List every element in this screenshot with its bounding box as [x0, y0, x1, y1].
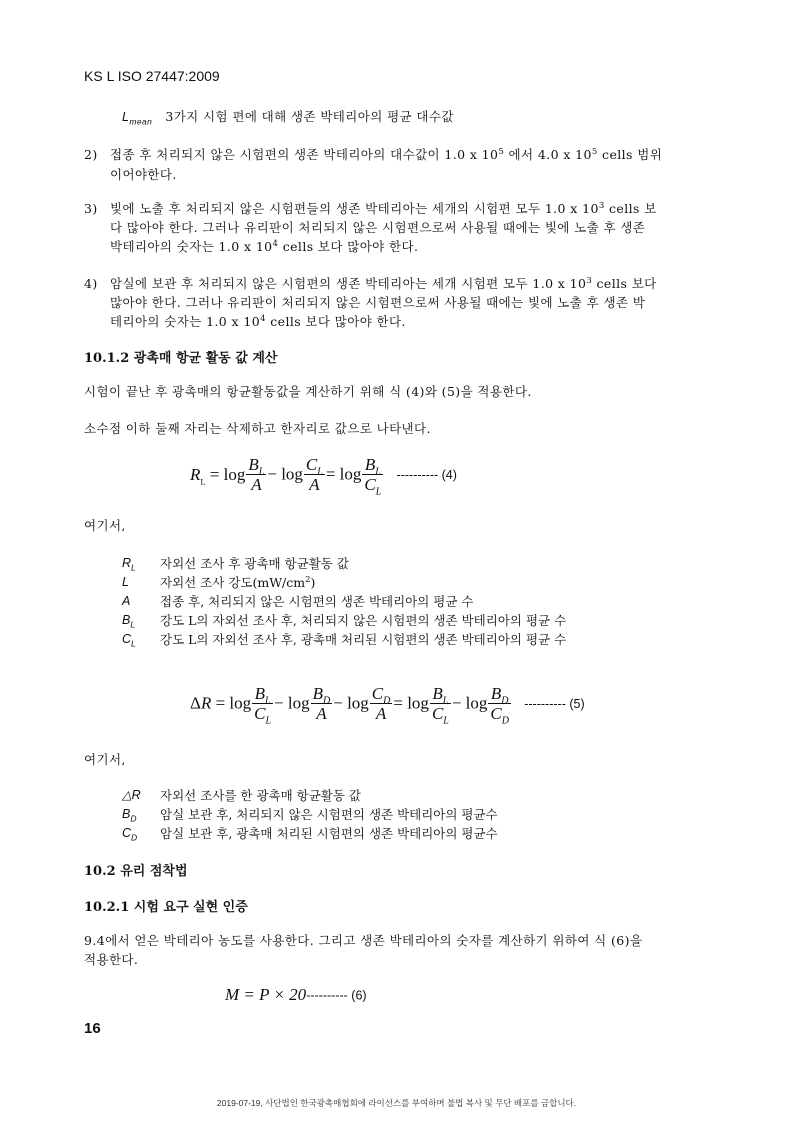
- list-item-line: 이어야한다.: [110, 167, 177, 182]
- paragraph: 적용한다.: [84, 952, 139, 967]
- page-number: 16: [84, 1020, 101, 1037]
- where-label: 여기서,: [84, 752, 126, 767]
- list-item-line: 암실에 보관 후 처리되지 않은 시험편의 생존 박테리아는 세개 시험편 모두 1.0 x $10^3$ cells 보다: [110, 275, 657, 291]
- list-item-line: 다 많아야 한다. 그러나 유리판이 처리되지 않은 시험편으로써 사용될 때에는 빛에 노출 후 생존: [110, 220, 646, 235]
- paragraph: 9.4에서 얻은 박테리아 농도를 사용한다. 그리고 생존 박테리아의 숫자를 계산하기 위하여 식 (6)을: [84, 933, 643, 948]
- list-item-line: 박테리아의 숫자는 1.0 x $10^4$ cells 보다 많아야 한다.: [110, 238, 419, 254]
- list-item-number: 2): [84, 147, 98, 162]
- section-heading-10-1-2: 10.1.2 광촉매 항균 활동 값 계산: [84, 351, 278, 366]
- list-item-line: 접종 후 처리되지 않은 시험편의 생존 박테리아의 대수값이 1.0 x $10^5$ 에서 4.0 x $10^5$ cells 범위: [110, 146, 663, 162]
- equation-5: ΔR = log $\frac{B_L}{C_L}$ − log $\frac{B_D}{A}$ − log $\frac{C_D}{A}$ = log $\frac{B_L}{C_L}$ − log $\frac{B_D}{C_D}$ ---------- (5): [190, 684, 585, 727]
- where-label: 여기서,: [84, 518, 126, 533]
- license-footer: 2019-07-19, 사단법인 한국광촉매협회에 라이선스를 부여하며 불법 복사 및 무단 배포를 금합니다.: [216, 1098, 577, 1108]
- lmean-symbol: $L_{mean}$: [122, 110, 153, 127]
- equation-number: ---------- (6): [306, 988, 367, 1003]
- section-heading-10-2-1: 10.2.1 시험 요구 실현 인증: [84, 900, 248, 915]
- lmean-description: 3가지 시험 편에 대해 생존 박테리아의 평균 대수값: [165, 109, 454, 124]
- lmean-definition: [122, 108, 454, 126]
- equation-4: $R_L = \log$ $\frac{B_L}{A}$ − log $\frac{C_L}{A}$ = log $\frac{B_L}{C_L}$ ---------- (4): [190, 455, 457, 498]
- section-heading-10-2: 10.2 유리 점착법: [84, 864, 188, 879]
- list-item-line: 빛에 노출 후 처리되지 않은 시험편들의 생존 박테리아는 세개의 시험편 모두 1.0 x $10^3$ cells 보: [110, 200, 657, 216]
- document-id-header: KS L ISO 27447:2009: [84, 68, 220, 84]
- equation-number: ---------- (4): [396, 467, 457, 482]
- equation-number: ---------- (5): [524, 696, 585, 711]
- list-item-number: 3): [84, 201, 98, 216]
- list-item-number: 4): [84, 276, 98, 291]
- paragraph: 시험이 끝난 후 광촉매의 항균활동값을 계산하기 위해 식 (4)와 (5)을 적용한다.: [84, 384, 532, 399]
- list-item-line: 테리아의 숫자는 1.0 x $10^4$ cells 보다 많아야 한다.: [110, 313, 406, 329]
- list-item-line: 많아야 한다. 그러나 유리판이 처리되지 않은 시험편으로써 사용될 때에는 빛에 노출 후 생존 박: [110, 295, 646, 310]
- paragraph: 소수점 이하 둘째 자리는 삭제하고 한자리로 값으로 나타낸다.: [84, 421, 431, 436]
- equation-6: M = P × 20---------- (6): [225, 985, 367, 1004]
